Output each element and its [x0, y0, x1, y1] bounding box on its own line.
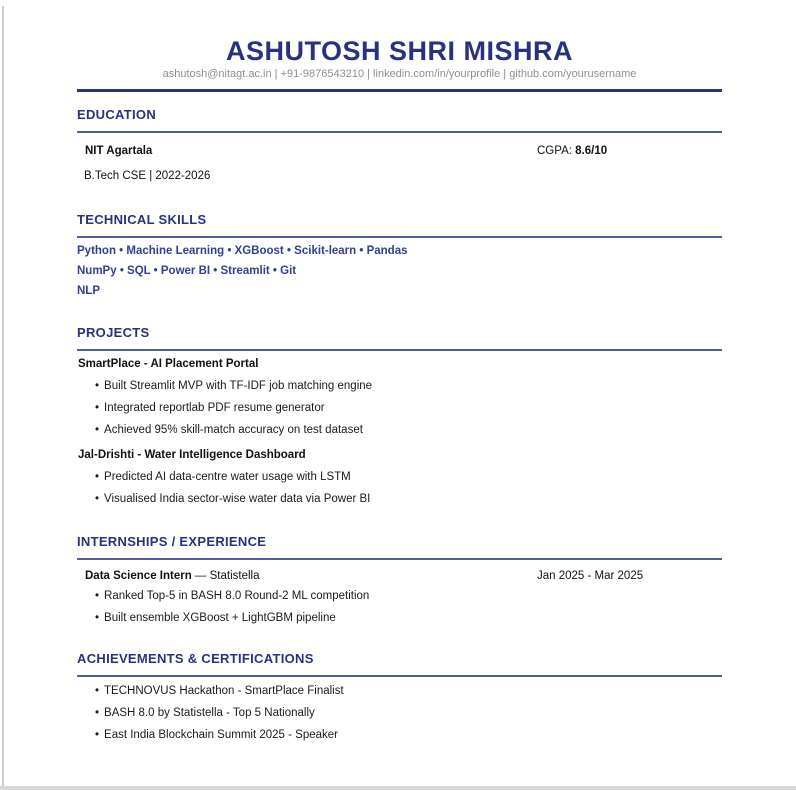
bullet-icon: • — [95, 590, 100, 602]
achievement-bullet — [95, 728, 722, 742]
cgpa-number: 8.6/10 — [575, 145, 608, 157]
bullet-text: Ranked Top-5 in BASH 8.0 Round-2 ML competition — [104, 590, 370, 602]
bullet-text: Integrated reportlab PDF resume generator — [104, 402, 325, 414]
education-divider — [77, 131, 722, 133]
company-name: Statistella — [209, 570, 260, 582]
projects-divider — [77, 349, 722, 351]
skills-line: NumPy • SQL • Power BI • Streamlit • Git — [77, 265, 297, 277]
degree-line: B.Tech CSE | 2022-2026 — [84, 170, 211, 182]
role-title: Data Science Intern — [85, 570, 192, 582]
bullet-icon: • — [95, 471, 100, 483]
bullet-icon: • — [95, 685, 100, 697]
achievement-bullet — [95, 684, 722, 698]
bullet-text: BASH 8.0 by Statistella - Top 5 Nationally — [104, 707, 315, 719]
project-bullet — [95, 379, 722, 393]
bullet-icon: • — [95, 612, 100, 624]
section-heading-experience: INTERNSHIPS / EXPERIENCE — [77, 534, 267, 549]
project-bullet — [95, 492, 722, 506]
experience-row — [77, 569, 722, 583]
skills-line: Python • Machine Learning • XGBoost • Scikit-learn • Pandas — [77, 245, 408, 257]
experience-dates: Jan 2025 - Mar 2025 — [537, 570, 644, 582]
page-edge-bottom — [0, 786, 796, 790]
page-edge-left — [2, 6, 4, 787]
bullet-text: Visualised India sector-wise water data via Power BI — [104, 493, 371, 505]
achievements-divider — [77, 675, 722, 677]
education-row — [77, 144, 722, 158]
project-bullet — [95, 401, 722, 415]
bullet-text: Achieved 95% skill-match accuracy on test dataset — [104, 424, 363, 436]
project-bullet — [95, 470, 722, 484]
skills-divider — [77, 236, 722, 238]
experience-bullet — [95, 611, 722, 625]
section-heading-education: EDUCATION — [77, 107, 157, 122]
contact-line: ashutosh@nitagt.ac.in | +91-9876543210 | linkedin.com/in/yourprofile | github.com/yourusername — [162, 68, 637, 80]
bullet-icon: • — [95, 424, 100, 436]
bullet-icon: • — [95, 380, 100, 392]
achievement-bullet — [95, 706, 722, 720]
bullet-icon: • — [95, 707, 100, 719]
bullet-text: TECHNOVUS Hackathon - SmartPlace Finalist — [104, 685, 344, 697]
experience-role-line — [85, 570, 259, 582]
section-heading-projects: PROJECTS — [77, 325, 150, 340]
bullet-icon: • — [95, 729, 100, 741]
skills-line: NLP — [77, 285, 100, 297]
section-heading-skills: TECHNICAL SKILLS — [77, 212, 207, 227]
project-title: Jal-Drishti - Water Intelligence Dashboard — [78, 449, 306, 461]
resume-content — [77, 0, 722, 742]
cgpa-value — [537, 144, 607, 158]
header-divider — [77, 89, 722, 92]
bullet-text: Built ensemble XGBoost + LightGBM pipeline — [104, 612, 336, 624]
bullet-text: East India Blockchain Summit 2025 - Speaker — [104, 729, 338, 741]
experience-bullet — [95, 589, 722, 603]
bullet-icon: • — [95, 402, 100, 414]
cgpa-label: CGPA: — [537, 145, 576, 157]
experience-divider — [77, 558, 722, 560]
section-heading-achievements: ACHIEVEMENTS & CERTIFICATIONS — [77, 651, 314, 666]
bullet-icon: • — [95, 493, 100, 505]
project-bullet — [95, 423, 722, 437]
candidate-name: ASHUTOSH SHRI MISHRA — [225, 36, 574, 66]
bullet-text: Built Streamlit MVP with TF-IDF job matching engine — [104, 380, 373, 392]
project-title: SmartPlace - AI Placement Portal — [78, 358, 259, 370]
role-separator: — — [191, 570, 210, 582]
institution-name: NIT Agartala — [85, 145, 153, 157]
bullet-text: Predicted AI data-centre water usage with LSTM — [104, 471, 351, 483]
